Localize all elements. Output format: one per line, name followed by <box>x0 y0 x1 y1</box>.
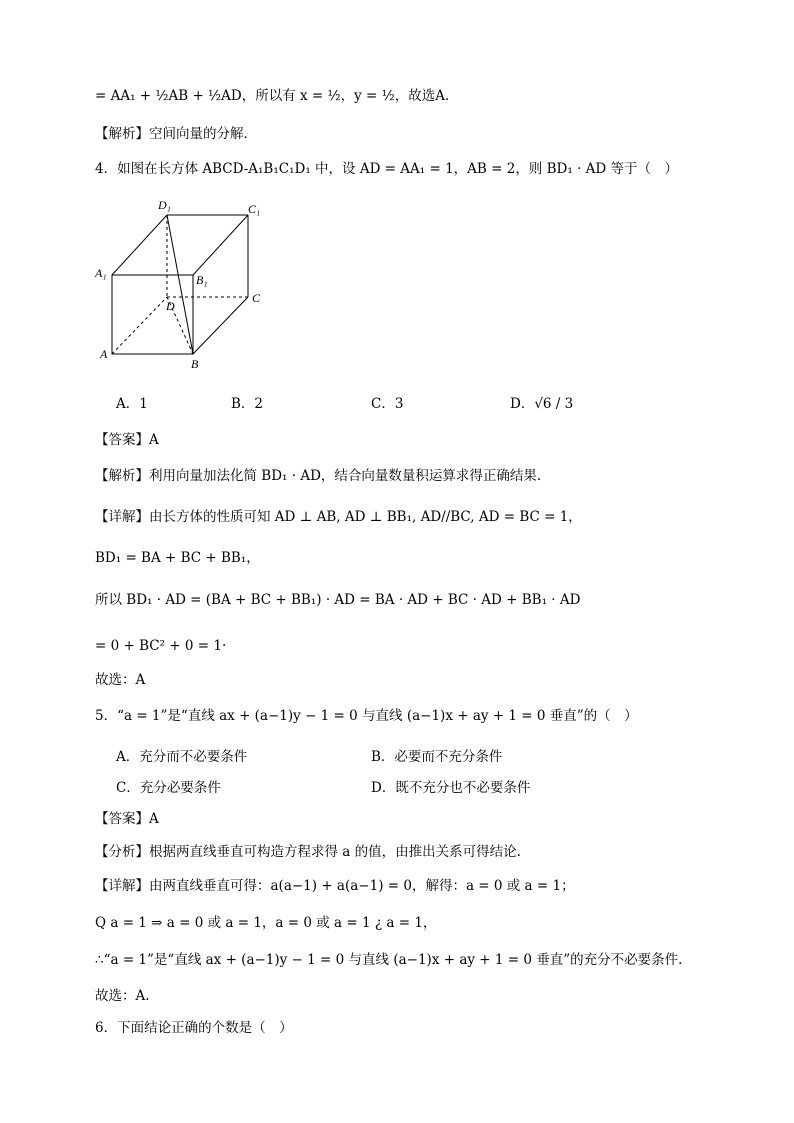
analysis-text: 利用向量加法化简 BD₁ · AD，结合向量数量积运算求得正确结果. <box>149 468 542 484</box>
select-5: 故选：A. <box>95 988 150 1004</box>
q5-option-c: C．充分必要条件 <box>116 780 221 796</box>
select-4: 故选：A <box>95 672 146 688</box>
answer-4 <box>95 430 159 450</box>
detail-text: 由两直线垂直可得：a(a−1) + a(a−1) = 0，解得：a = 0 或 a = 1； <box>149 878 575 894</box>
q4-option-c: C．3 <box>371 396 404 412</box>
answer-value: A <box>149 811 159 827</box>
solution-line: = AA₁ + ½AB + ½AD，所以有 x = ½，y = ½，故选A． <box>95 88 459 104</box>
label-A1: A₁ <box>95 266 107 280</box>
detail-tag: 【详解】 <box>95 509 149 525</box>
detail-5-line-2: Q a = 1 ⇒ a = 0 或 a = 1，a = 0 或 a = 1 ¿ a = 1， <box>95 915 437 931</box>
analysis-text: 根据两直线垂直可构造方程求得 a 的值，由推出关系可得结论. <box>149 844 521 860</box>
question-4: 4．如图在长方体 ABCD-A₁B₁C₁D₁ 中，设 AD = AA₁ = 1，AB = 2，则 BD₁ · AD 等于（ ） <box>95 161 679 177</box>
label-A: A <box>100 347 108 361</box>
q5-option-d: D．既不充分也不必要条件 <box>371 780 531 796</box>
q4-option-d: D．√6 / 3 <box>510 396 574 412</box>
label-C1: C₁ <box>248 202 261 216</box>
detail-4 <box>95 507 582 527</box>
question-6: 6．下面结论正确的个数是（ ） <box>95 1020 293 1036</box>
label-C: C <box>252 291 261 305</box>
answer-value: A <box>149 432 159 448</box>
analysis-tag: 【解析】 <box>95 126 149 142</box>
detail-5-line-3: ∴“a = 1”是“直线 ax + (a−1)y − 1 = 0 与直线 (a−1)x + ay + 1 = 0 垂直”的充分不必要条件. <box>95 952 683 968</box>
question-5: 5．“a = 1”是“直线 ax + (a−1)y − 1 = 0 与直线 (a−1)x + ay + 1 = 0 垂直”的（ ） <box>95 708 638 724</box>
answer-tag: 【答案】 <box>95 432 149 448</box>
q4-option-a: A．1 <box>116 396 148 412</box>
answer-tag: 【答案】 <box>95 811 149 827</box>
label-D: D <box>166 299 175 313</box>
analysis-4 <box>95 466 541 486</box>
q4-option-b: B．2 <box>231 396 264 412</box>
analysis-tag: 【解析】 <box>95 468 149 484</box>
analysis-tag: 【分析】 <box>95 844 149 860</box>
detail-5 <box>95 876 575 896</box>
answer-5 <box>95 809 159 829</box>
q5-option-b: B．必要而不充分条件 <box>371 749 503 765</box>
detail-4-line-3: 所以 BD₁ · AD = (BA + BC + BB₁) · AD = BA · AD + BC · AD + BB₁ · AD <box>95 592 581 608</box>
q5-option-a: A．充分而不必要条件 <box>116 749 248 765</box>
label-B1: B₁ <box>196 273 208 287</box>
analysis-line <box>95 124 257 144</box>
cuboid-figure <box>90 195 275 375</box>
detail-tag: 【详解】 <box>95 878 149 894</box>
analysis-5 <box>95 842 521 862</box>
analysis-text: 空间向量的分解． <box>149 126 257 142</box>
detail-4-line-4: = 0 + BC² + 0 = 1· <box>95 638 227 654</box>
detail-text: 由长方体的性质可知 AD ⊥ AB, AD ⊥ BB₁, AD//BC, AD = BC = 1， <box>149 509 582 525</box>
detail-4-line-2: BD₁ = BA + BC + BB₁， <box>95 550 260 566</box>
label-B: B <box>191 357 199 371</box>
label-D1: D₁ <box>158 198 171 212</box>
